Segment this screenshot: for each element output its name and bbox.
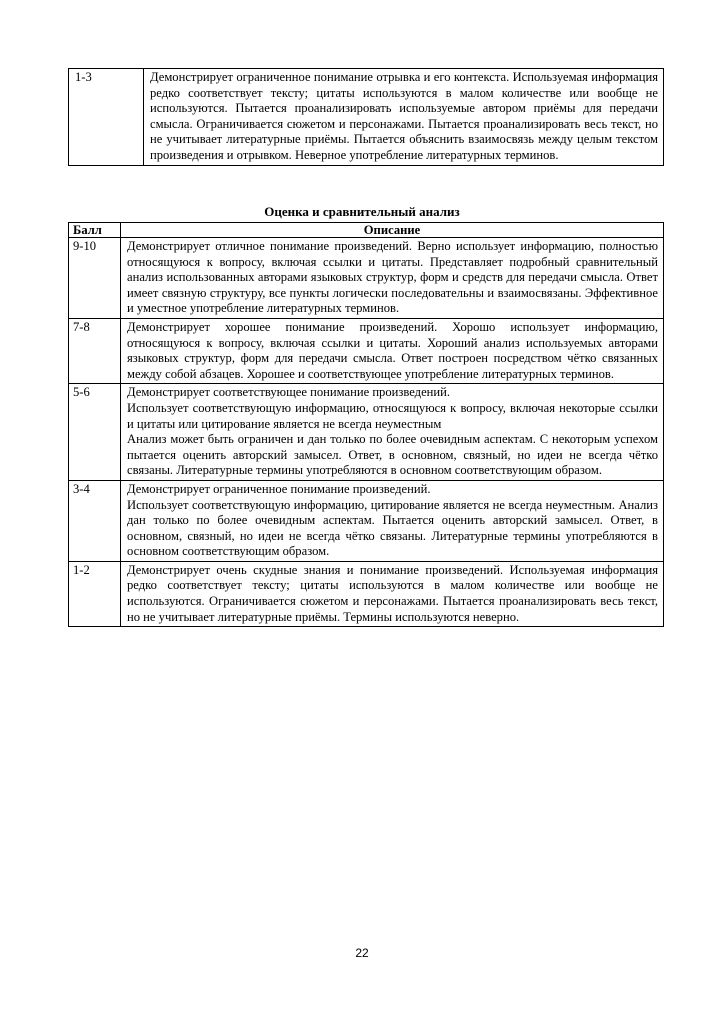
description-cell	[121, 561, 664, 626]
description-cell	[121, 480, 664, 561]
description-paragraph: Демонстрирует соответствующее понимание произведений.	[127, 385, 451, 400]
description-paragraph: Анализ может быть ограничен и дан только по более очевидным аспектам. С некоторым успехом пытается оценить авторский замысел. Ответ, в основном, связный, но идеи не всегда чётко связаны. Литературные термины употребляются в основном соответствующим образом.	[127, 432, 658, 478]
description-cell: Демонстрирует ограниченное понимание отрывка и его контекста. Используемая информация редко соответствует тексту; цитаты используются в малом количестве или вообще не используются. Пытается проанализировать используемые автором приёмы для передачи смысла. Ограничивается сюжетом и персонажами. Пытается проанализировать весь текст, но не учитывает литературные приёмы. Пытается объяснить взаимосвязь между целым текстом произведения и отрывком. Неверное употребление литературных терминов.	[144, 69, 664, 166]
table-row	[69, 318, 664, 383]
score-cell: 7-8	[69, 318, 121, 383]
description-cell	[121, 318, 664, 383]
description-paragraph: Использует соответствующую информацию, цитирование является не всегда неуместным. Анализ дан только по более очевидным аспектам. Пытается оценить авторский замысел. Ответ, в основном, связный, но идеи не всегда чётко связаны. Литературные термины употребляются в основном соответствующим образом.	[127, 497, 658, 559]
top-criteria-table	[68, 68, 664, 166]
description-cell	[121, 384, 664, 481]
description-paragraph: Демонстрирует отличное понимание произведений. Верно использует информацию, полностью относящуюся к вопросу, включая ссылки и цитаты. Представляет подробный сравнительный анализ использованных авторами языковых структур, форм и средств для передачи смысла. Ответ имеет связную структуру, все пункты логически последовательны и взаимосвязаны. Эффективное и уместное употребление литературных терминов.	[127, 239, 658, 316]
description-cell	[121, 238, 664, 319]
score-cell: 5-6	[69, 384, 121, 481]
score-cell: 1-3	[69, 69, 144, 166]
description-header: Описание	[121, 223, 664, 238]
table-header-row	[69, 223, 664, 238]
description-paragraph: Использует соответствующую информацию, относящуюся к вопросу, включая некоторые ссылки и цитаты или цитирование является не всегда неуместным	[127, 400, 658, 431]
page-number: 22	[355, 946, 369, 960]
score-cell: 3-4	[69, 480, 121, 561]
score-cell: 1-2	[69, 561, 121, 626]
comparative-analysis-table	[68, 222, 664, 627]
score-cell: 9-10	[69, 238, 121, 319]
table-row	[69, 384, 664, 481]
description-paragraph: Демонстрирует хорошее понимание произведений. Хорошо использует информацию, относящуюся к вопросу, включая ссылки и цитаты. Хороший анализ используемых авторами языковых структур, форм для передачи смысла. Ответ построен посредством чётко связанных между собой абзацев. Хорошее и соответствующее употребление литературных терминов.	[127, 319, 658, 381]
description-paragraph: Демонстрирует очень скудные знания и понимание произведений. Используемая информация редко соответствует тексту; цитаты используются в малом количестве или вообще не используются. Ограничивается сюжетом и персонажами. Пытается проанализировать весь текст, но не учитывает литературные приёмы. Термины используются неверно.	[127, 562, 658, 624]
score-header: Балл	[69, 223, 121, 238]
table-row	[69, 561, 664, 626]
table-row	[69, 69, 664, 166]
description-paragraph: Демонстрирует ограниченное понимание произведений.	[127, 481, 431, 496]
table-row	[69, 238, 664, 319]
section-title: Оценка и сравнительный анализ	[264, 204, 460, 219]
table-row	[69, 480, 664, 561]
